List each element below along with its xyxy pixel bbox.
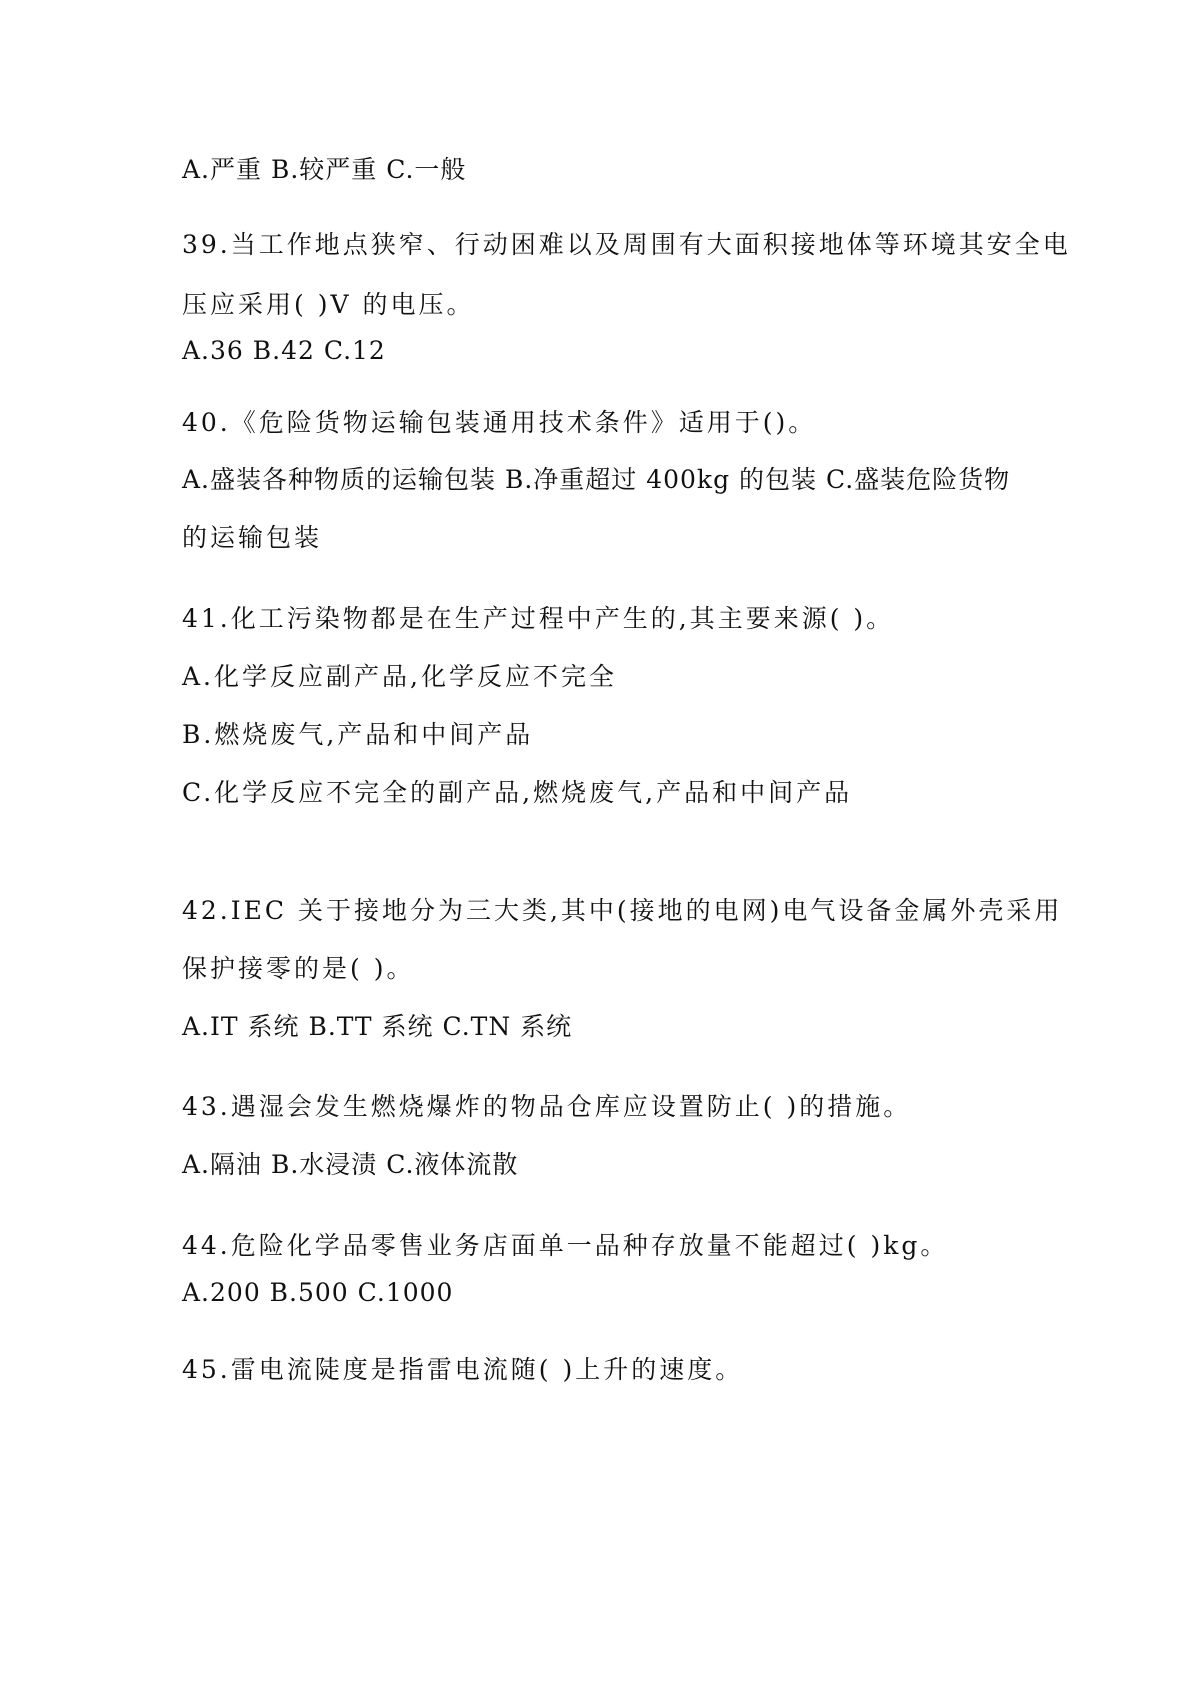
q39-options: A.36 B.42 C.12 [182, 336, 386, 365]
q42-stem-line1: 42.IEC 关于接地分为三大类,其中(接地的电网)电气设备金属外壳采用 [182, 896, 1063, 925]
q38-options: A.严重 B.较严重 C.一般 [182, 155, 467, 184]
q45-stem: 45.雷电流陡度是指雷电流随( )上升的速度。 [182, 1355, 744, 1384]
q40-options-line2: 的运输包装 [182, 523, 323, 552]
q42-stem-line2: 保护接零的是( )。 [182, 954, 415, 983]
q43-options: A.隔油 B.水浸渍 C.液体流散 [182, 1150, 519, 1179]
q41-option-c: C.化学反应不完全的副产品,燃烧废气,产品和中间产品 [182, 778, 853, 807]
q39-stem-line1: 39.当工作地点狭窄、行动困难以及周围有大面积接地体等环境其安全电 [182, 230, 1071, 259]
q42-options: A.IT 系统 B.TT 系统 C.TN 系统 [182, 1012, 573, 1041]
q41-option-b: B.燃烧废气,产品和中间产品 [182, 720, 534, 749]
q40-stem: 40.《危险货物运输包装通用技术条件》适用于()。 [182, 408, 817, 437]
q41-option-a: A.化学反应副产品,化学反应不完全 [182, 662, 617, 691]
q39-stem-line2: 压应采用( )V 的电压。 [182, 290, 475, 319]
q41-stem: 41.化工污染物都是在生产过程中产生的,其主要来源( )。 [182, 604, 895, 633]
q44-stem: 44.危险化学品零售业务店面单一品种存放量不能超过( )kg。 [182, 1231, 949, 1260]
q44-options: A.200 B.500 C.1000 [182, 1278, 454, 1307]
q40-options-line1: A.盛装各种物质的运输包装 B.净重超过 400kg 的包装 C.盛装危险货物 [182, 465, 1011, 494]
q43-stem: 43.遇湿会发生燃烧爆炸的物品仓库应设置防止( )的措施。 [182, 1092, 912, 1121]
